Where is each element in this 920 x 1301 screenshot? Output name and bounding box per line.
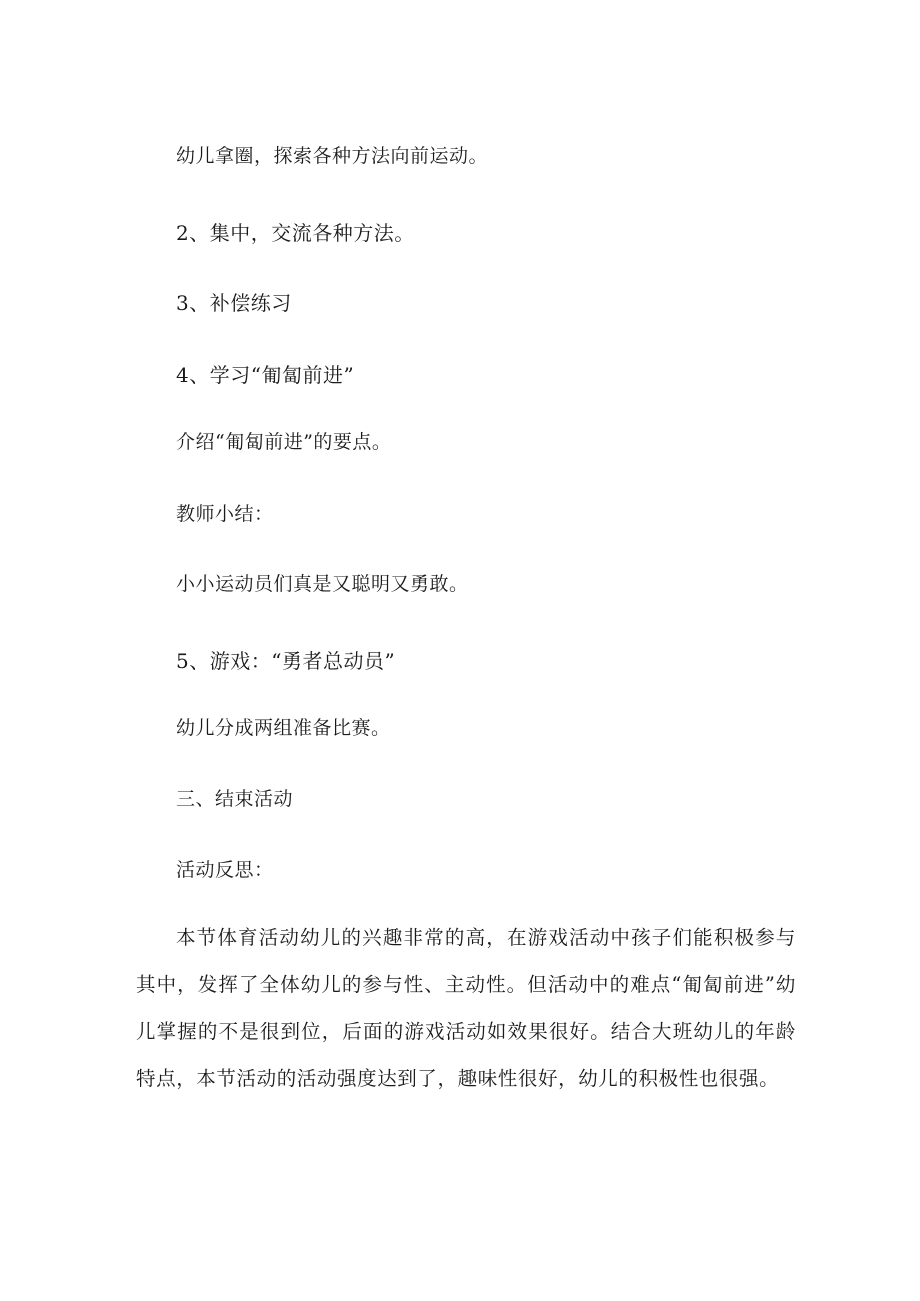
step-4-heading: 4、学习“匍匐前进” [176, 363, 355, 387]
step-5-heading: 5、游戏：“勇者总动员” [176, 649, 396, 673]
text-line-teacher-summary: 教师小结： [176, 503, 274, 525]
section-end-activity: 三、结束活动 [176, 788, 294, 810]
step-3-heading: 3、补偿练习 [176, 291, 292, 315]
step-2-heading: 2、集中，交流各种方法。 [176, 221, 415, 245]
section-reflection-heading: 活动反思： [176, 859, 274, 881]
text-line-praise: 小小运动员们真是又聪明又勇敢。 [176, 573, 469, 595]
reflection-paragraph: 本节体育活动幼儿的兴趣非常的高，在游戏活动中孩子们能积极参与其中，发挥了全体幼儿的参与性、主动性。但活动中的难点“匍匐前进”幼儿掌握的不是很到位，后面的游戏活动如效果很好。结合大班幼儿的年龄特点，本节活动的活动强度达到了，趣味性很好，幼儿的积极性也很强。 [136, 926, 796, 1090]
text-line-introduce: 介绍“匍匐前进”的要点。 [176, 431, 392, 453]
text-line-explore: 幼儿拿圈，探索各种方法向前运动。 [176, 145, 489, 167]
text-line-groups: 幼儿分成两组准备比赛。 [176, 717, 391, 739]
